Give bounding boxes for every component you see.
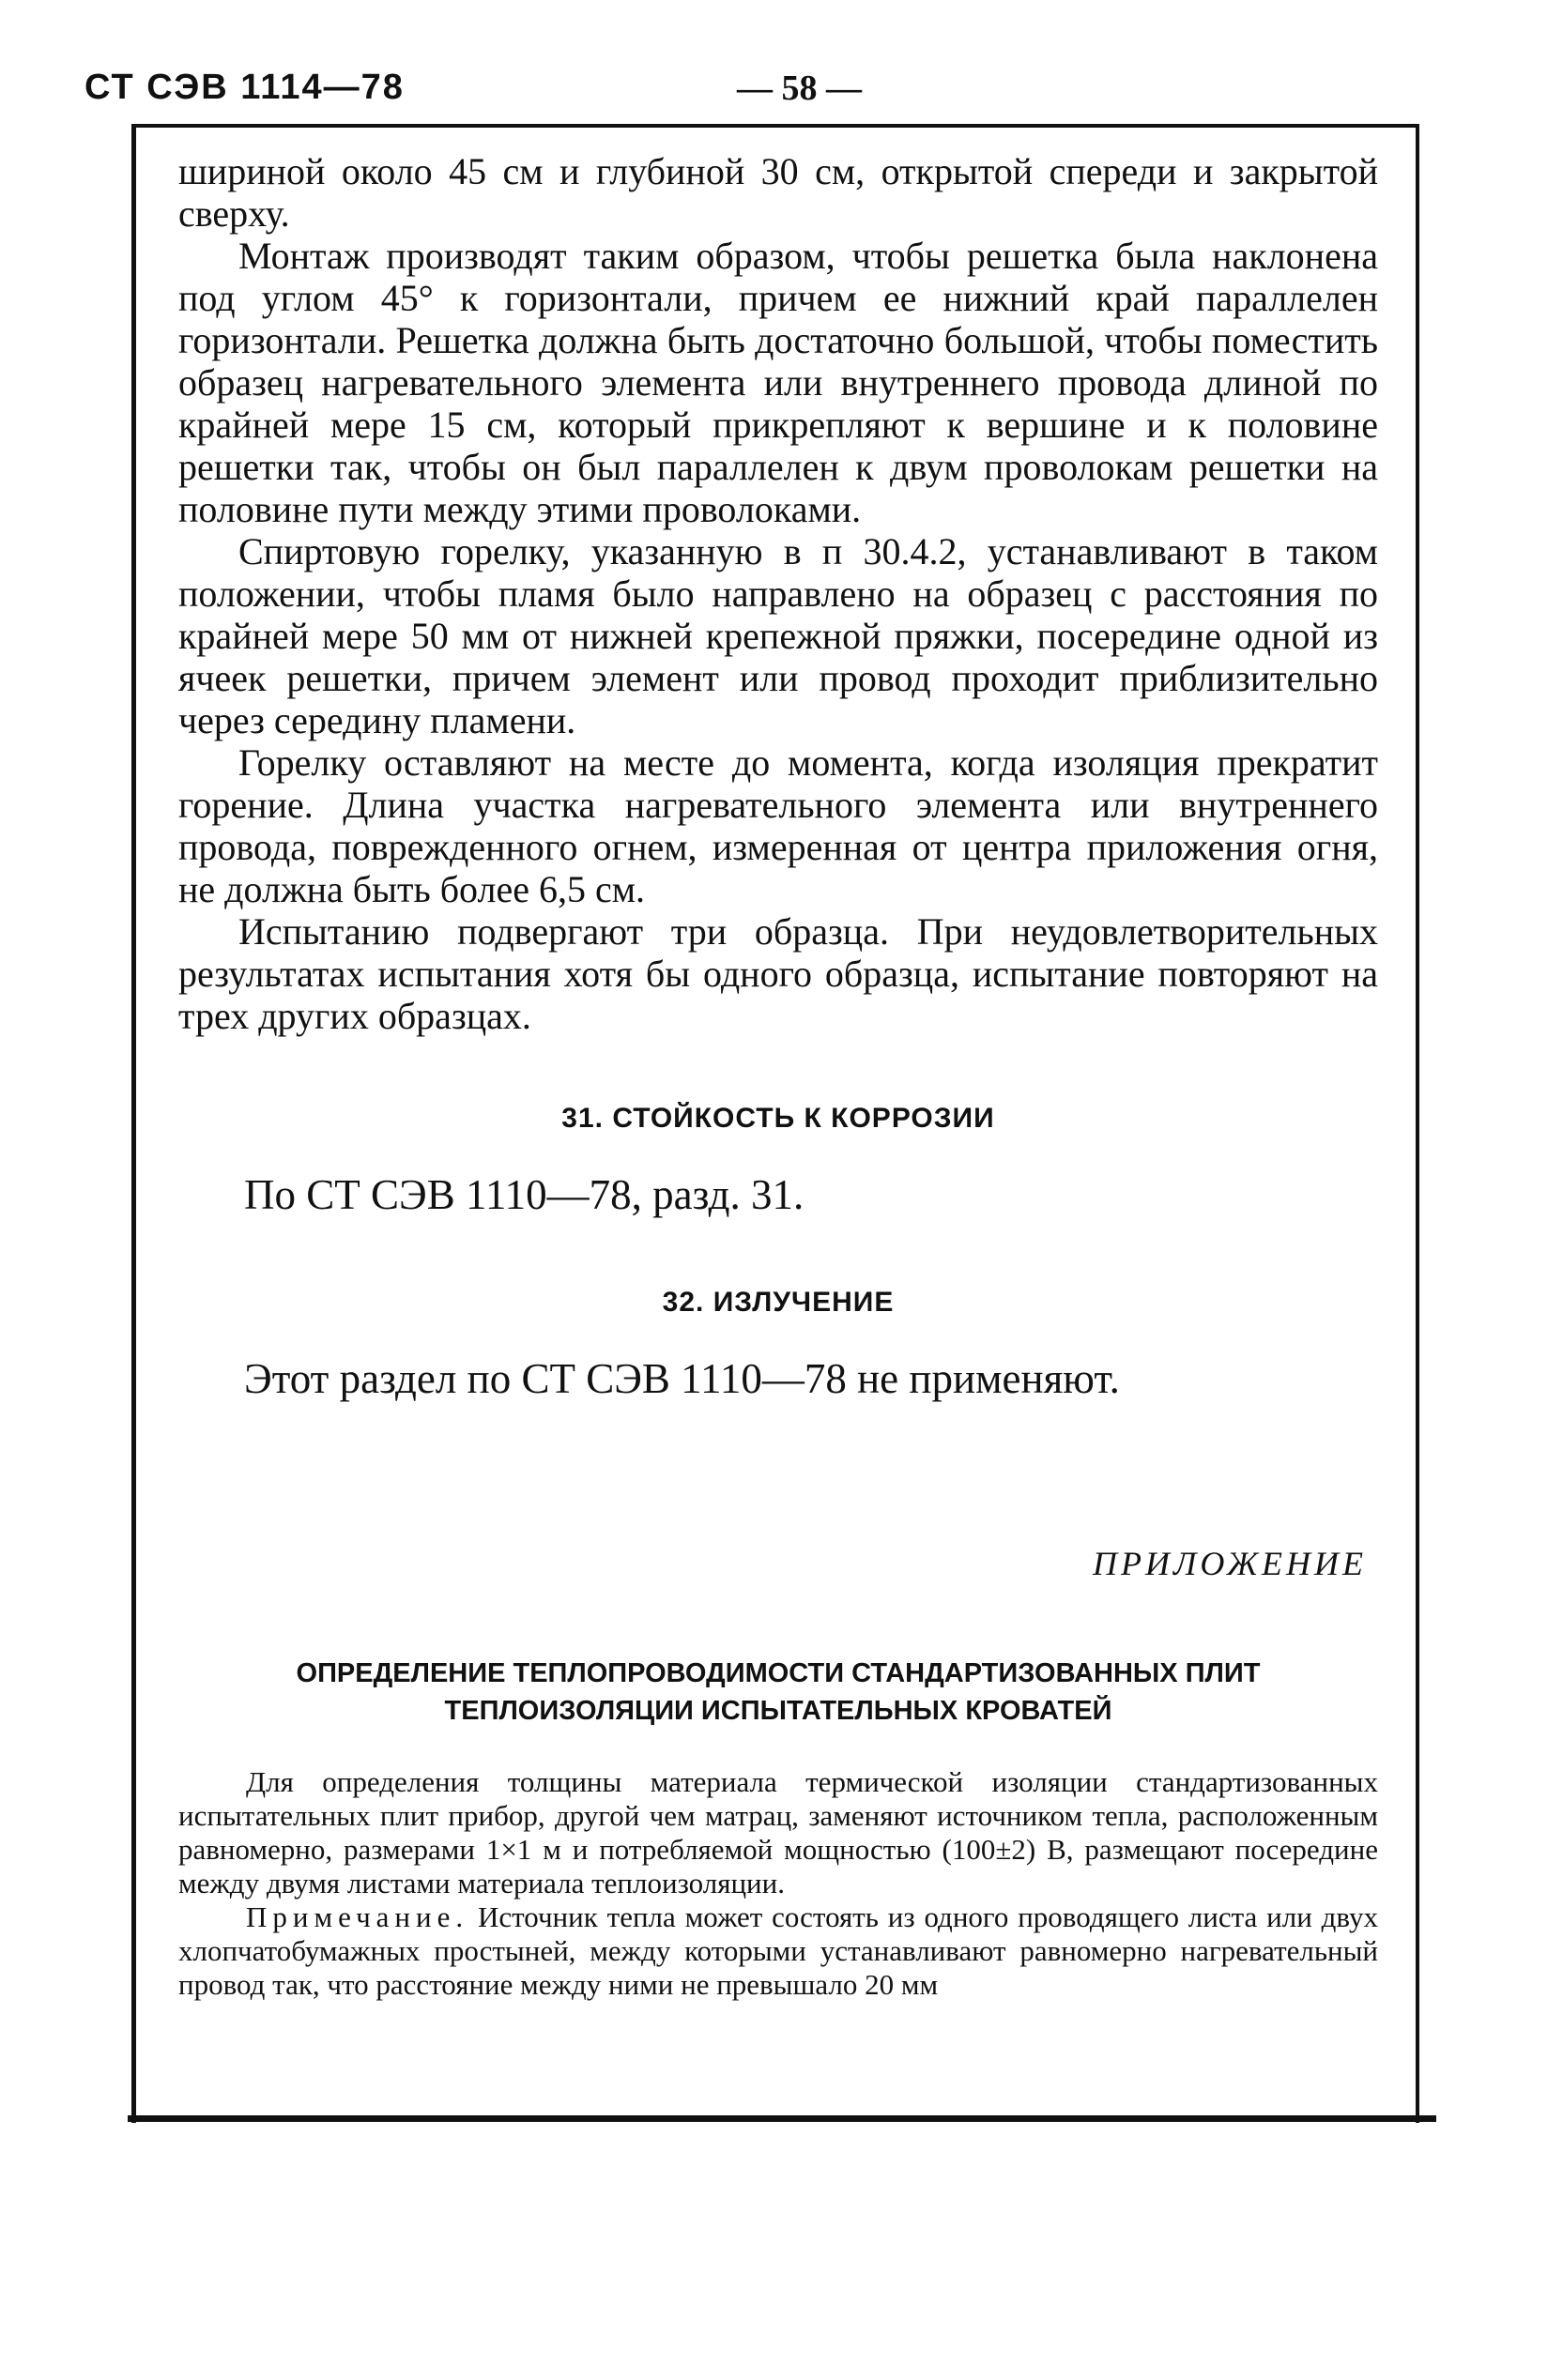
section-31-text: По СТ СЭВ 1110—78, разд. 31. (244, 1171, 804, 1218)
appendix-title-line-2: ТЕПЛОИЗОЛЯЦИИ ИСПЫТАТЕЛЬНЫХ КРОВАТЕЙ (444, 1696, 1112, 1726)
appendix-note (178, 1900, 1378, 2002)
page-number: — 58 — (737, 69, 862, 108)
appendix-title (178, 1655, 1378, 1730)
note-text: Источник тепла может состоять из одного проводящего листа или двух хлопчатобумажных простыней, между которыми устанавливают равномерно нагревательный провод так, что расстояние между ними не превышало 20 мм (178, 1900, 1378, 2001)
section-32-text: Этот раздел по СТ СЭВ 1110—78 не применяют. (244, 1355, 1120, 1402)
appendix-paragraph: Для определения толщины материала термической изоляции стандартизованных испытательных плит прибор, другой чем матрац, заменяют источником тепла, расположенным равномерно, размерами 1×1 м и потребляемой мощностью (100±2) В, размещают посередине между двумя листами материала теплоизоляции. (178, 1765, 1378, 1899)
paragraph-2: Монтаж производят таким образом, чтобы решетка была наклонена под углом 45° к горизонтали, причем ее нижний край параллелен горизонтали. Решетка должна быть достаточно большой, чтобы поместить образец нагревательного элемента или внутреннего провода длиной по крайней мере 15 см, который прикрепляют к вершине и к половине решетки так, чтобы он был параллелен к двум проволокам решетки на половине пути между этими проволоками. (178, 235, 1378, 530)
page-content (178, 150, 1378, 2002)
appendix-label: ПРИЛОЖЕНИЕ (1093, 1545, 1367, 1582)
body-text (178, 150, 1378, 1037)
note-label: Примечание. (246, 1900, 469, 1933)
standard-code: СТ СЭВ 1114—78 (84, 68, 405, 107)
paragraph-4: Горелку оставляют на месте до момента, когда изоляция прекратит горение. Длина участка нагревательного элемента или внутреннего провода, поврежденного огнем, измеренная от центра приложения огня, не должна быть более 6,5 см. (178, 741, 1378, 910)
paragraph-1: шириной около 45 см и глубиной 30 см, открытой спереди и закрытой сверху. (178, 150, 1378, 235)
page-header (84, 68, 1474, 124)
appendix-body (178, 1765, 1378, 2002)
bottom-rule (128, 2115, 1436, 2122)
section-31-heading: 31. СТОЙКОСТЬ К КОРРОЗИИ (561, 1103, 995, 1134)
appendix-title-line-1: ОПРЕДЕЛЕНИЕ ТЕПЛОПРОВОДИМОСТИ СТАНДАРТИЗОВАННЫХ ПЛИТ (296, 1658, 1261, 1688)
section-32-heading: 32. ИЗЛУЧЕНИЕ (662, 1287, 895, 1318)
paragraph-3: Спиртовую горелку, указанную в п 30.4.2, устанавливают в таком положении, чтобы пламя было направлено на образец с расстояния по крайней мере 50 мм от нижней крепежной пряжки, посередине одной из ячеек решетки, причем элемент или провод проходит приблизительно через середину пламени. (178, 530, 1378, 741)
paragraph-5: Испытанию подвергают три образца. При неудовлетворительных результатах испытания хотя бы одного образца, испытание повторяют на трех других образцах. (178, 910, 1378, 1037)
